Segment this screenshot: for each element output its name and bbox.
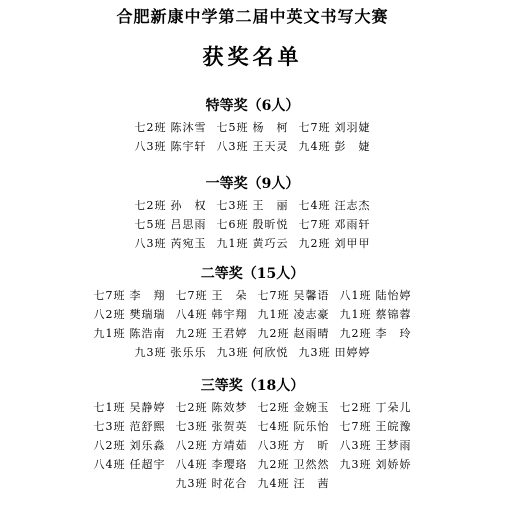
winner-entry xyxy=(94,398,166,417)
winner-entry xyxy=(340,417,412,436)
winner-name: 方 昕 xyxy=(293,439,330,452)
winner-name: 汪 茜 xyxy=(293,477,330,490)
winner-class: 九2班 xyxy=(175,327,208,340)
winner-name: 蔡锦蓉 xyxy=(375,308,412,321)
first-prize-section xyxy=(0,172,505,253)
winner-class: 八3班 xyxy=(257,439,290,452)
winner-name: 王梦雨 xyxy=(375,439,412,452)
winner-entry xyxy=(217,137,289,156)
winner-class: 九3班 xyxy=(216,346,249,359)
winner-name: 卫然然 xyxy=(293,458,330,471)
winner-entry xyxy=(258,286,330,305)
winner-name: 李 翔 xyxy=(129,289,166,302)
winner-name: 王 朵 xyxy=(211,289,248,302)
winner-name: 凌志豪 xyxy=(293,308,330,321)
winner-row xyxy=(0,215,505,234)
winner-class: 七7班 xyxy=(175,289,208,302)
winner-entry xyxy=(299,343,371,362)
winner-name: 金婉玉 xyxy=(293,401,330,414)
winner-entry xyxy=(258,305,330,324)
winner-name: 刘甲甲 xyxy=(334,237,371,250)
winner-class: 九4班 xyxy=(257,477,290,490)
winner-class: 七3班 xyxy=(93,420,126,433)
winner-name: 彭 婕 xyxy=(334,140,371,153)
winner-entry xyxy=(176,286,248,305)
winner-name: 吕思雨 xyxy=(170,218,207,231)
winner-class: 八2班 xyxy=(93,308,126,321)
winner-class: 七7班 xyxy=(93,289,126,302)
winner-entry xyxy=(340,286,412,305)
winner-class: 七3班 xyxy=(216,199,249,212)
winner-entry xyxy=(258,398,330,417)
winner-name: 田婷婷 xyxy=(334,346,371,359)
winner-entry xyxy=(176,324,248,343)
winner-entry xyxy=(176,417,248,436)
winner-class: 八3班 xyxy=(134,140,167,153)
winner-class: 七2班 xyxy=(134,199,167,212)
winner-name: 李 玲 xyxy=(375,327,412,340)
winner-class: 七5班 xyxy=(134,218,167,231)
winner-name: 韩宇翔 xyxy=(211,308,248,321)
winner-class: 七2班 xyxy=(339,401,372,414)
school-competition-title: 合肥新康中学第二届中英文书写大赛 xyxy=(116,7,389,26)
winner-name: 陈浩南 xyxy=(129,327,166,340)
winner-name: 张乐乐 xyxy=(170,346,207,359)
winner-class: 九1班 xyxy=(257,308,290,321)
winner-name: 王 丽 xyxy=(252,199,289,212)
winner-row xyxy=(0,398,505,417)
winner-class: 七4班 xyxy=(257,420,290,433)
winner-name: 樊瑞瑞 xyxy=(129,308,166,321)
winner-row xyxy=(0,305,505,324)
winner-entry xyxy=(258,417,330,436)
winner-entry xyxy=(340,398,412,417)
second-prize-heading: 二等奖（15人） xyxy=(200,266,305,282)
winner-row xyxy=(0,324,505,343)
winner-class: 七6班 xyxy=(216,218,249,231)
winner-class: 九1班 xyxy=(339,308,372,321)
winner-class: 七7班 xyxy=(298,121,331,134)
winner-entry xyxy=(176,455,248,474)
winner-name: 方靖茹 xyxy=(211,439,248,452)
winner-entry xyxy=(217,343,289,362)
winner-entry xyxy=(340,455,412,474)
winner-row xyxy=(0,118,505,137)
winner-entry xyxy=(299,196,371,215)
winner-entry xyxy=(340,324,412,343)
winner-entry xyxy=(94,436,166,455)
winner-name: 芮宛玉 xyxy=(170,237,207,250)
winner-class: 七1班 xyxy=(93,401,126,414)
winner-name: 杨 柯 xyxy=(252,121,289,134)
winner-row xyxy=(0,417,505,436)
winner-entry xyxy=(258,455,330,474)
winner-row xyxy=(0,455,505,474)
winner-entry xyxy=(217,234,289,253)
second-prize-list xyxy=(0,286,505,362)
special-prize-list xyxy=(0,118,505,156)
winner-entry xyxy=(94,324,166,343)
winner-name: 陈沐雪 xyxy=(170,121,207,134)
winner-class: 八2班 xyxy=(93,439,126,452)
winner-class: 七7班 xyxy=(257,289,290,302)
winner-class: 七3班 xyxy=(175,420,208,433)
third-prize-section xyxy=(0,374,505,493)
winner-name: 刘娇娇 xyxy=(375,458,412,471)
winner-name: 吴静婷 xyxy=(129,401,166,414)
winner-entry xyxy=(217,118,289,137)
winner-class: 八3班 xyxy=(216,140,249,153)
winner-name: 丁朵儿 xyxy=(375,401,412,414)
winner-name: 王君婷 xyxy=(211,327,248,340)
winner-name: 邓雨轩 xyxy=(334,218,371,231)
winner-class: 七2班 xyxy=(257,401,290,414)
first-prize-heading: 一等奖（9人） xyxy=(205,176,300,192)
winner-class: 九2班 xyxy=(257,327,290,340)
winner-class: 九1班 xyxy=(93,327,126,340)
winner-entry xyxy=(258,474,330,493)
winner-entry xyxy=(176,436,248,455)
winner-row xyxy=(0,474,505,493)
winner-class: 八1班 xyxy=(339,289,372,302)
winner-row xyxy=(0,286,505,305)
winner-name: 殷昕悦 xyxy=(252,218,289,231)
winner-name: 范舒熙 xyxy=(129,420,166,433)
winner-name: 张贺英 xyxy=(211,420,248,433)
special-prize-section xyxy=(0,94,505,156)
winner-class: 八3班 xyxy=(134,237,167,250)
winner-entry xyxy=(258,324,330,343)
special-prize-heading: 特等奖（6人） xyxy=(205,98,300,114)
winner-entry xyxy=(217,215,289,234)
winner-entry xyxy=(299,234,371,253)
winner-name: 王皖豫 xyxy=(375,420,412,433)
winner-class: 九2班 xyxy=(339,327,372,340)
winner-name: 刘羽婕 xyxy=(334,121,371,134)
winner-entry xyxy=(299,118,371,137)
winner-class: 九3班 xyxy=(339,458,372,471)
winner-entry xyxy=(340,305,412,324)
winner-class: 八2班 xyxy=(175,439,208,452)
winner-name: 汪志杰 xyxy=(334,199,371,212)
winner-name: 刘乐淼 xyxy=(129,439,166,452)
third-prize-list xyxy=(0,398,505,493)
winner-row xyxy=(0,436,505,455)
winner-class: 七2班 xyxy=(134,121,167,134)
winner-name: 陈宇轩 xyxy=(170,140,207,153)
winner-entry xyxy=(176,398,248,417)
winner-class: 九3班 xyxy=(175,477,208,490)
winner-entry xyxy=(94,417,166,436)
winner-name: 陆怡婷 xyxy=(375,289,412,302)
winner-class: 九1班 xyxy=(216,237,249,250)
winner-class: 八3班 xyxy=(339,439,372,452)
winner-class: 七5班 xyxy=(216,121,249,134)
winner-entry xyxy=(340,436,412,455)
winner-entry xyxy=(258,436,330,455)
winner-entry xyxy=(217,196,289,215)
winner-class: 八4班 xyxy=(93,458,126,471)
winner-class: 九3班 xyxy=(298,346,331,359)
winner-name: 任超宇 xyxy=(129,458,166,471)
winner-name: 李璎珞 xyxy=(211,458,248,471)
winner-name: 何欣悦 xyxy=(252,346,289,359)
winner-entry xyxy=(135,137,207,156)
winner-row xyxy=(0,234,505,253)
winner-entry xyxy=(94,455,166,474)
winners-list-title: 获奖名单 xyxy=(202,44,303,69)
winner-name: 王天灵 xyxy=(252,140,289,153)
winner-class: 七2班 xyxy=(175,401,208,414)
winner-class: 九3班 xyxy=(134,346,167,359)
winner-name: 黄巧云 xyxy=(252,237,289,250)
winner-entry xyxy=(135,343,207,362)
winner-class: 九2班 xyxy=(257,458,290,471)
second-prize-section xyxy=(0,262,505,362)
winner-name: 赵雨晴 xyxy=(293,327,330,340)
winner-name: 时花合 xyxy=(211,477,248,490)
winner-class: 七7班 xyxy=(339,420,372,433)
winner-class: 七4班 xyxy=(298,199,331,212)
winner-entry xyxy=(135,234,207,253)
winner-entry xyxy=(299,215,371,234)
winner-entry xyxy=(176,474,248,493)
winner-name: 陈效梦 xyxy=(211,401,248,414)
winner-entry xyxy=(176,305,248,324)
first-prize-list xyxy=(0,196,505,253)
winner-name: 孙 权 xyxy=(170,199,207,212)
winner-entry xyxy=(135,215,207,234)
winner-name: 吴馨语 xyxy=(293,289,330,302)
winner-entry xyxy=(135,118,207,137)
winner-class: 九4班 xyxy=(298,140,331,153)
winner-row xyxy=(0,196,505,215)
winner-name: 阮乐怡 xyxy=(293,420,330,433)
winner-class: 八4班 xyxy=(175,308,208,321)
third-prize-heading: 三等奖（18人） xyxy=(200,378,305,394)
winner-row xyxy=(0,137,505,156)
winner-class: 九2班 xyxy=(298,237,331,250)
winner-entry xyxy=(135,196,207,215)
winner-entry xyxy=(94,305,166,324)
winner-class: 七7班 xyxy=(298,218,331,231)
winner-class: 八4班 xyxy=(175,458,208,471)
winner-row xyxy=(0,343,505,362)
winner-entry xyxy=(299,137,371,156)
winner-entry xyxy=(94,286,166,305)
